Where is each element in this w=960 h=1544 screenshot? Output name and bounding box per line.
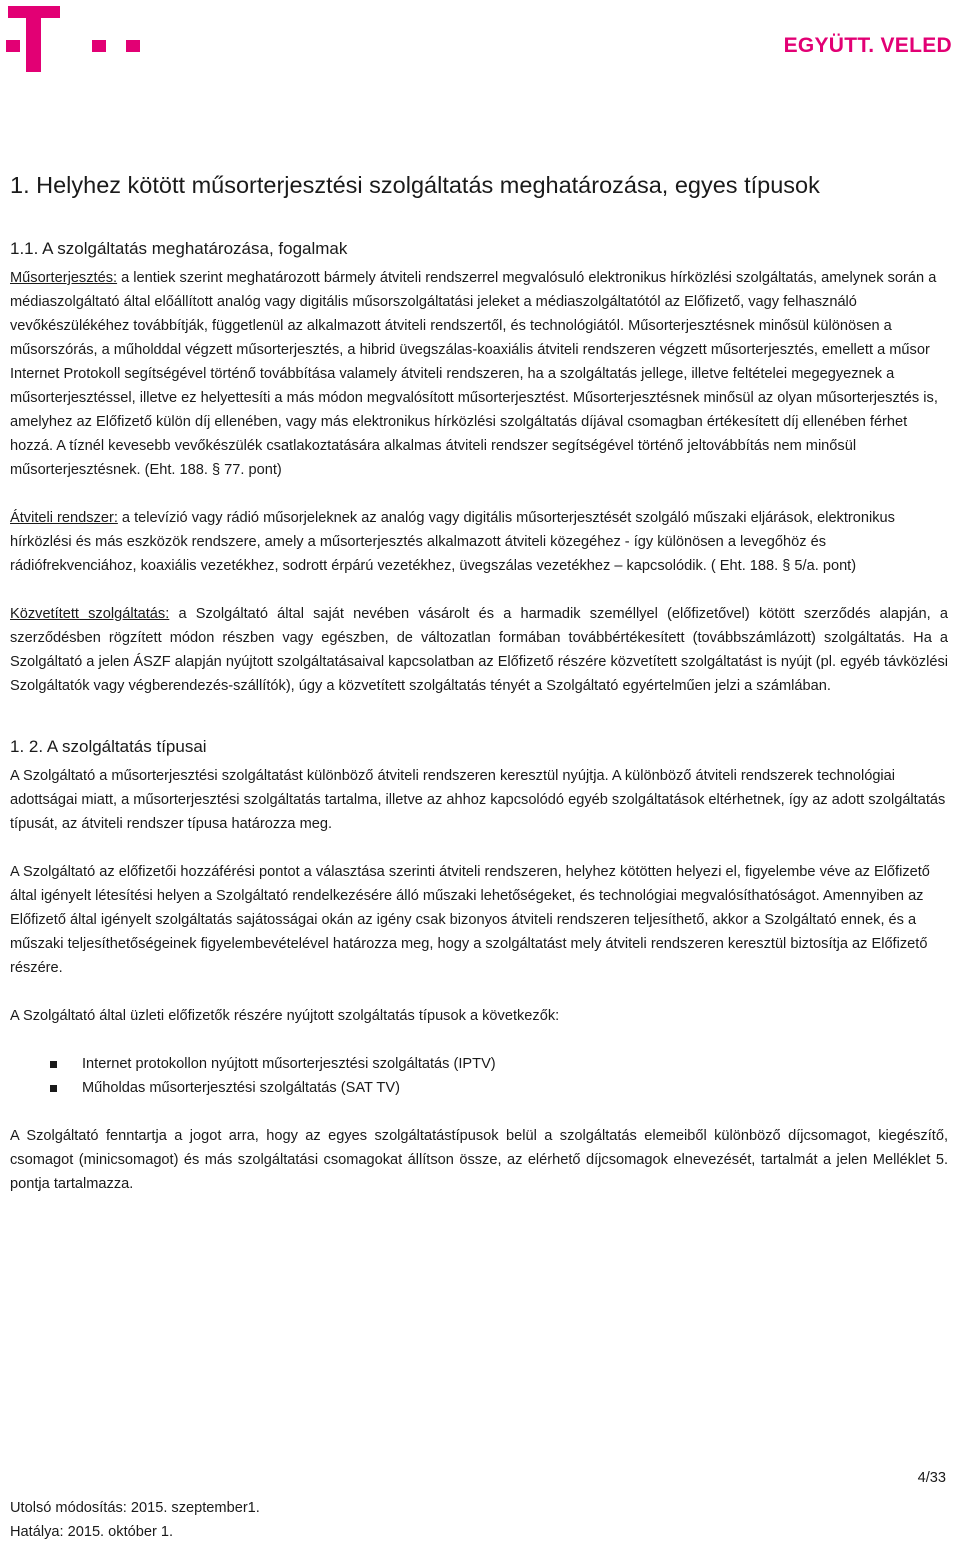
paragraph-atviteli-rendszer xyxy=(10,506,948,578)
footer xyxy=(10,1496,260,1544)
last-modified: Utolsó módosítás: 2015. szeptember1. xyxy=(10,1500,260,1516)
logo-dot xyxy=(92,40,106,52)
paragraph: A Szolgáltató által üzleti előfizetők részére nyújtott szolgáltatás típusok a következők: xyxy=(10,1008,560,1024)
telekom-logo xyxy=(8,6,140,72)
page-title: 1. Helyhez kötött műsorterjesztési szolgáltatás meghatározása, egyes típusok xyxy=(10,172,820,198)
list-item: Internet protokollon nyújtott műsorterjesztési szolgáltatás (IPTV) xyxy=(10,1052,948,1076)
logo-dot xyxy=(6,40,20,52)
term: Átviteli rendszer: xyxy=(10,510,118,526)
section-heading: 1.1. A szolgáltatás meghatározása, fogalmak xyxy=(10,239,348,258)
paragraph: A Szolgáltató az előfizetői hozzáférési pontot a választása szerinti átviteli rendszeren, helyhez kötötten helyezi el, figyelembe véve az Előfizető által igényelt létesítési helyen a Szolgáltató rendelkezésére álló műszaki lehetőségeket, és technológiai megvalósíthatóságot. Amennyiben az Előfizető által igényelt szolgáltatás sajátosságai okán az igény csak bizonyos átviteli rendszeren teljesíthető, akkor a Szolgáltató ennek, és a műszaki teljesíthetőségeinek figyelembevételével határozza meg, hogy a szolgáltatást mely átviteli rendszeren keresztül biztosítja az Előfizető részére. xyxy=(10,864,930,976)
paragraph-text: a Szolgáltató által saját nevében vásárolt és a harmadik személlyel (előfizetővel) kötött szerződés alapján, a szerződésben rögzített módon részben vagy egészben, de változatlan formában továbbértékesített (továbbszámlázott) szolgáltatás. Ha a Szolgáltató a jelen ÁSZF alapján nyújtott szolgáltatásaival kapcsolatban az Előfizető részére közvetített szolgáltatást is nyújt (pl. egyéb távközlési Szolgáltatók vagy végberendezés-szállítók), úgy a közvetített szolgáltatás tényét a Szolgáltató egyértelműen jelzi a számlában. xyxy=(10,606,948,694)
page-number: 4/33 xyxy=(917,1470,946,1486)
paragraph-text: a televízió vagy rádió műsorjeleknek az analóg vagy digitális műsorterjesztését szolgáló műszaki eljárások, elektronikus hírközlési és más eszközök rendszere, amely a műsorterjesztés alkalmazott átviteli közegéhez - így különösen a levegőhöz és rádiófrekvenciához, koaxiális vezetékhez, sodrott érpárú vezetékhez, üvegszálas vezetékhez – kapcsolódik. ( Eht. 188. § 5/a. pont) xyxy=(10,510,895,574)
logo-dot xyxy=(126,40,140,52)
paragraph: A Szolgáltató a műsorterjesztési szolgáltatást különböző átviteli rendszeren keresztül nyújtja. A különböző átviteli rendszerek technológiai adottságai miatt, a műsorterjesztési szolgáltatás tartalma, illetve az ahhoz kapcsolódó egyéb szolgáltatások eltérhetnek, így az adott szolgáltatás típusát, az átviteli rendszer típusa határozza meg. xyxy=(10,768,946,832)
paragraph-text: a lentiek szerint meghatározott bármely átviteli rendszerrel megvalósuló elektronikus hírközlési szolgáltatás, amelynek során a médiaszolgáltató által előállított analóg vagy digitális műsorszolgáltatási jeleket a médiaszolgáltatótól az Előfizető, vagy felhasználó vevőkészülékéhez továbbítják, függetlenül az alkalmazott átviteli rendszertől, és technológiától. Műsorterjesztésnek minősül különösen a műsorszórás, a műholddal végzett műsorterjesztés, a hibrid üvegszálas-koaxiális átviteli rendszeren végzett műsorterjesztés, emellett a műsor Internet Protokoll segítségével történő továbbítása valamely átviteli rendszeren, ha a szolgáltatás jellege, illetve feltételei megegyeznek a műsorterjesztéssel, illetve ez helyettesíti a más módon megvalósított műsorterjesztést. Műsorterjesztésnek minősül az olyan műsorterjesztés is, amelyhez az Előfizető külön díj ellenében, vagy más elektronikus hírközlési szolgáltatás díjával csomagban értékesített díj ellenében férhet hozzá. A tíznél kevesebb vevőkészülék csatlakoztatására alkalmas átviteli rendszer segítségével történő jeltovábbítás nem minősül műsorterjesztésnek. (Eht. 188. § 77. pont) xyxy=(10,270,938,478)
document-body xyxy=(10,236,948,1196)
term: Közvetített szolgáltatás: xyxy=(10,606,170,622)
brand-slogan: EGYÜTT. VELED xyxy=(783,34,952,57)
logo-stem xyxy=(26,6,41,72)
term: Műsorterjesztés: xyxy=(10,270,118,286)
service-type-list xyxy=(10,1052,948,1100)
section-heading: 1. 2. A szolgáltatás típusai xyxy=(10,737,207,756)
effective-date: Hatálya: 2015. október 1. xyxy=(10,1524,174,1540)
paragraph-musorterjesztes xyxy=(10,266,948,482)
paragraph: A Szolgáltató fenntartja a jogot arra, hogy az egyes szolgáltatástípusok belül a szolgáltatás elemeiből különböző díjcsomagot, kiegészítő, csomagot (minicsomagot) és más szolgáltatási csomagokat állítson össze, az elérhető díjcsomagok elnevezését, tartalmát a jelen Melléklet 5. pontja tartalmazza. xyxy=(10,1128,948,1192)
list-item: Műholdas műsorterjesztési szolgáltatás (SAT TV) xyxy=(10,1076,948,1100)
paragraph-kozvetitett xyxy=(10,602,948,698)
